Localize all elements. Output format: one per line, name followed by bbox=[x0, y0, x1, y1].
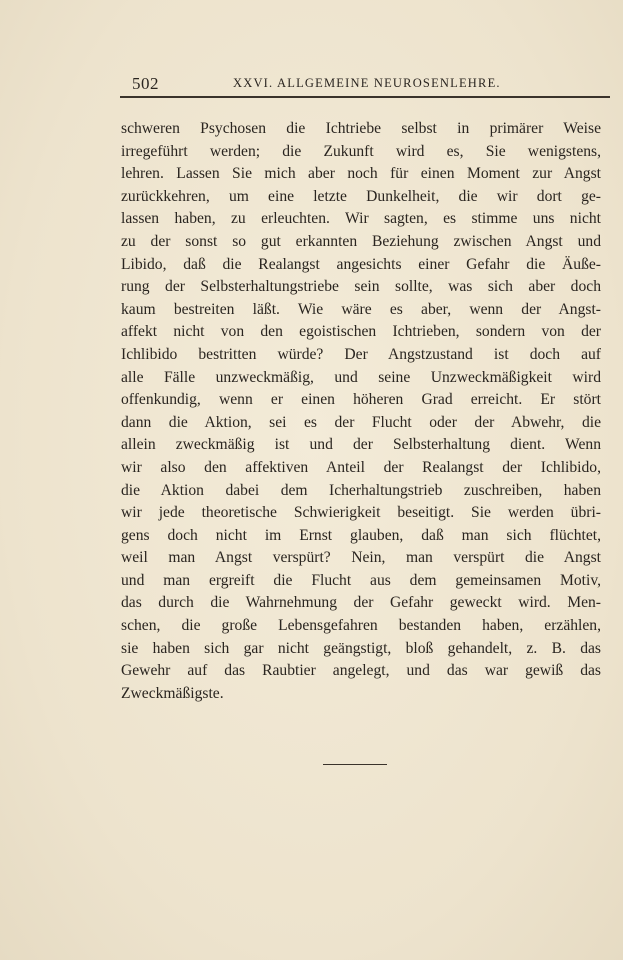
text-line: Gewehr auf das Raubtier angelegt, und das war gewiß das bbox=[121, 662, 601, 680]
text-line: lehren. Lassen Sie mich aber noch für einen Moment zur Angst bbox=[121, 165, 601, 183]
text-line: kaum bestreiten läßt. Wie wäre es aber, wenn der Angst- bbox=[121, 300, 601, 318]
text-line: allein zweckmäßig ist und der Selbsterhaltung dient. Wenn bbox=[121, 436, 601, 454]
text-line: zu der sonst so gut erkannten Beziehung zwischen Angst und bbox=[121, 232, 601, 250]
header-rule bbox=[120, 96, 610, 98]
text-line: schweren Psychosen die Ichtriebe selbst in primärer Weise bbox=[121, 120, 601, 137]
text-line: affekt nicht von den egoistischen Ichtrieben, sondern von der bbox=[121, 323, 601, 341]
text-line: Ichlibido bestritten würde? Der Angstzustand ist doch auf bbox=[121, 345, 601, 363]
text-line: Zweckmäßigste. bbox=[121, 684, 224, 702]
text-line: gens doch nicht im Ernst glauben, daß man sich flüchtet, bbox=[121, 526, 601, 544]
text-line: die Aktion dabei dem Icherhaltungstrieb zuschreiben, haben bbox=[121, 481, 601, 499]
running-head: XXVI. ALLGEMEINE NEUROSENLEHRE. bbox=[233, 76, 501, 90]
page-header bbox=[120, 74, 610, 96]
text-line: wir jede theoretische Schwierigkeit beseitigt. Sie werden übri- bbox=[121, 504, 601, 522]
text-line: sie haben sich gar nicht geängstigt, bloß gehandelt, z. B. das bbox=[121, 639, 601, 657]
text-line: alle Fälle unzweckmäßig, und seine Unzweckmäßigkeit wird bbox=[121, 368, 601, 386]
text-line: und man ergreift die Flucht aus dem gemeinsamen Motiv, bbox=[121, 571, 601, 589]
page-number: 502 bbox=[132, 74, 159, 93]
text-line: Libido, daß die Realangst angesichts einer Gefahr die Äuße- bbox=[121, 255, 601, 273]
text-line: das durch die Wahrnehmung der Gefahr geweckt wird. Men- bbox=[121, 594, 601, 612]
text-line: rung der Selbsterhaltungstriebe sein sollte, was sich aber doch bbox=[121, 278, 601, 296]
text-line: offenkundig, wenn er einen höheren Grad erreicht. Er stört bbox=[121, 391, 601, 409]
text-line: weil man Angst verspürt? Nein, man verspürt die Angst bbox=[121, 549, 601, 567]
text-line: irregeführt werden; die Zukunft wird es, Sie wenigstens, bbox=[121, 142, 601, 160]
section-end-rule bbox=[323, 764, 387, 765]
text-line: lassen haben, zu erleuchten. Wir sagten, es stimme uns nicht bbox=[121, 210, 601, 228]
text-line: dann die Aktion, sei es der Flucht oder der Abwehr, die bbox=[121, 413, 601, 431]
text-line: schen, die große Lebensgefahren bestanden haben, erzählen, bbox=[121, 617, 601, 635]
body-text bbox=[121, 118, 601, 705]
text-line: wir also den affektiven Anteil der Realangst der Ichlibido, bbox=[121, 458, 601, 476]
text-line: zurückkehren, um eine letzte Dunkelheit, die wir dort ge- bbox=[121, 187, 601, 205]
